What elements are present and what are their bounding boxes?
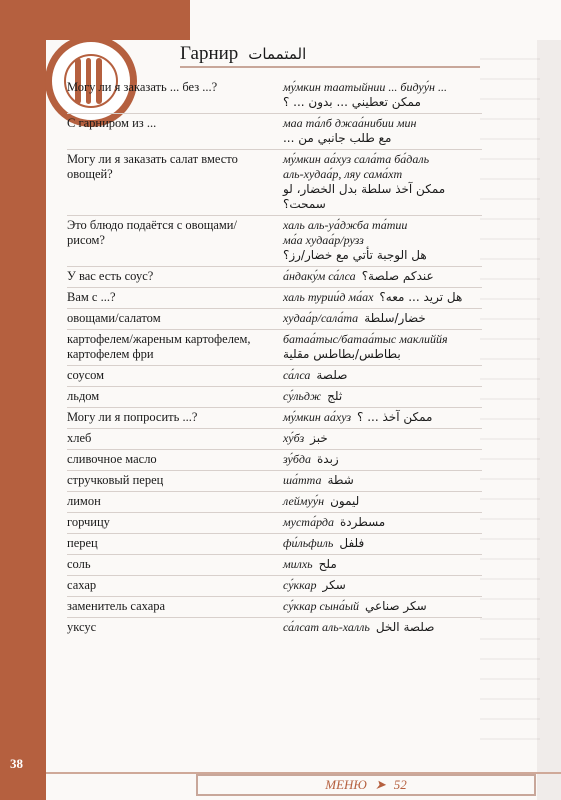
phrase-row bbox=[67, 576, 482, 597]
phrase-translation bbox=[283, 218, 482, 263]
top-margin-band bbox=[0, 0, 190, 40]
phrase-russian: Могу ли я заказать салат вместо овощей? bbox=[67, 152, 238, 181]
menu-cross-reference[interactable] bbox=[196, 774, 536, 796]
phrase-arabic: ملح bbox=[318, 557, 337, 571]
phrase-arabic: سكر bbox=[322, 578, 346, 592]
phrase-transliteration: су́льдж bbox=[282, 389, 322, 403]
phrase-transliteration-2: ма́а худаа́р/рузз bbox=[282, 233, 364, 247]
phrase-translation bbox=[283, 332, 482, 362]
phrase-translation bbox=[283, 311, 482, 326]
phrase-transliteration: муста́рда bbox=[282, 515, 334, 529]
phrase-translation bbox=[283, 290, 482, 305]
phrase-russian: сахар bbox=[67, 578, 97, 592]
phrase-arabic: خضار/سلطة bbox=[364, 311, 426, 325]
phrase-row bbox=[67, 387, 482, 408]
phrase-arabic: هل تريد ... معه؟ bbox=[379, 290, 463, 304]
phrase-russian: льдом bbox=[67, 389, 100, 403]
phrase-translation bbox=[283, 494, 482, 509]
phrase-transliteration: му́мкин аа́хуз bbox=[282, 410, 352, 424]
phrase-arabic: ممكن تعطيني ... بدون ... ؟ bbox=[282, 95, 421, 109]
phrase-row bbox=[67, 555, 482, 576]
phrase-russian: С гарниром из ... bbox=[67, 116, 157, 130]
title-underline bbox=[180, 66, 480, 68]
title-arabic: المتممات bbox=[248, 45, 307, 63]
phrase-row bbox=[67, 492, 482, 513]
phrase-arabic: ممكن آخذ ... ؟ bbox=[357, 410, 433, 424]
phrase-translation bbox=[283, 578, 482, 593]
phrase-transliteration: зу́бда bbox=[282, 452, 311, 466]
title-russian: Гарнир bbox=[180, 43, 239, 64]
phrase-translation bbox=[283, 152, 482, 212]
phrase-row bbox=[67, 471, 482, 492]
phrase-translation bbox=[283, 116, 482, 146]
phrase-transliteration: халь аль-уа́джба та́тии bbox=[282, 218, 408, 232]
phrase-row bbox=[67, 513, 482, 534]
phrase-arabic: مع طلب جانبي من ... bbox=[282, 131, 392, 145]
phrase-russian: Могу ли я попросить ...? bbox=[67, 410, 198, 424]
phrase-arabic: بطاطس/بطاطس مقلية bbox=[282, 347, 401, 361]
phrase-russian: У вас есть соус? bbox=[67, 269, 154, 283]
phrase-arabic: فلفل bbox=[339, 536, 365, 550]
phrase-arabic: صلصة bbox=[316, 368, 348, 382]
phrase-row bbox=[67, 450, 482, 471]
phrase-transliteration: ша́тта bbox=[282, 473, 322, 487]
phrase-row bbox=[67, 366, 482, 387]
show-through-text bbox=[480, 40, 540, 740]
phrase-russian: соль bbox=[67, 557, 91, 571]
phrase-translation bbox=[283, 368, 482, 383]
phrase-transliteration: маа та́лб джаа́нибии мин bbox=[282, 116, 417, 130]
phrase-arabic: ليمون bbox=[330, 494, 360, 508]
phrase-arabic: مسطردة bbox=[340, 515, 386, 529]
phrase-transliteration: су́ккар сына́ый bbox=[282, 599, 359, 613]
phrase-translation bbox=[283, 431, 482, 446]
phrase-transliteration: ху́бз bbox=[282, 431, 305, 445]
phrase-translation bbox=[283, 80, 482, 110]
phrase-row bbox=[67, 330, 482, 366]
phrase-russian: Это блюдо подаётся с овощами/рисом? bbox=[67, 218, 237, 247]
phrase-arabic: خبز bbox=[310, 431, 328, 445]
phrase-row bbox=[67, 597, 482, 618]
phrase-russian: овощами/салатом bbox=[67, 311, 161, 325]
menu-page-number: 52 bbox=[393, 777, 407, 792]
phrase-translation bbox=[283, 515, 482, 530]
phrase-russian: Вам с ...? bbox=[67, 290, 116, 304]
phrase-row bbox=[67, 78, 482, 114]
phrase-row bbox=[67, 408, 482, 429]
page-number: 38 bbox=[10, 756, 23, 771]
phrase-transliteration: леймуу́н bbox=[282, 494, 325, 508]
phrase-row bbox=[67, 618, 482, 638]
phrase-arabic: شطة bbox=[327, 473, 354, 487]
phrase-row bbox=[67, 534, 482, 555]
phrase-transliteration-2: аль-худаа́р, ляу сама́хт bbox=[282, 167, 403, 181]
phrase-russian: заменитель сахара bbox=[67, 599, 166, 613]
phrase-russian: уксус bbox=[67, 620, 97, 634]
phrase-russian: горчицу bbox=[67, 515, 110, 529]
phrase-transliteration: му́мкин таатыйнии ... бидуу́н ... bbox=[282, 80, 447, 94]
phrase-translation bbox=[283, 620, 482, 635]
page-title bbox=[180, 42, 480, 66]
phrase-translation bbox=[283, 389, 482, 404]
phrase-transliteration: батаа́тыс/батаа́тыс маклиййя bbox=[282, 332, 448, 346]
phrase-row bbox=[67, 288, 482, 309]
phrase-arabic: عندكم صلصة؟ bbox=[361, 269, 434, 283]
phrase-transliteration: худаа́р/сала́та bbox=[282, 311, 359, 325]
phrase-row bbox=[67, 267, 482, 288]
phrase-translation bbox=[283, 599, 482, 614]
phrase-row bbox=[67, 309, 482, 330]
phrase-translation bbox=[283, 410, 482, 425]
phrase-russian: Могу ли я заказать ... без ...? bbox=[67, 80, 218, 94]
phrase-russian: соусом bbox=[67, 368, 105, 382]
right-edge-strip bbox=[537, 40, 561, 800]
phrase-transliteration: су́ккар bbox=[282, 578, 317, 592]
phrase-arabic: هل الوجبة تأتي مع خضار/رز؟ bbox=[282, 248, 427, 262]
phrase-russian: картофелем/жареным картофелем, картофелем фри bbox=[67, 332, 251, 361]
phrase-arabic: زبدة bbox=[316, 452, 339, 466]
phrase-russian: перец bbox=[67, 536, 98, 550]
phrase-transliteration: фи́льфиль bbox=[282, 536, 334, 550]
phrase-russian: хлеб bbox=[67, 431, 92, 445]
phrase-arabic: سكر صناعي bbox=[364, 599, 427, 613]
phrase-row bbox=[67, 216, 482, 267]
phrase-transliteration: халь турии́д ма́ах bbox=[282, 290, 374, 304]
phrase-russian: сливочное масло bbox=[67, 452, 157, 466]
phrase-russian: лимон bbox=[67, 494, 101, 508]
phrase-arabic: ثلج bbox=[327, 389, 343, 403]
phrase-row bbox=[67, 150, 482, 216]
phrase-translation bbox=[283, 473, 482, 488]
phrase-transliteration: милхь bbox=[282, 557, 313, 571]
phrase-translation bbox=[283, 269, 482, 284]
left-margin-band bbox=[0, 0, 46, 800]
phrase-translation bbox=[283, 536, 482, 551]
phrase-arabic: صلصة الخل bbox=[375, 620, 435, 634]
phrase-row bbox=[67, 114, 482, 150]
phrase-transliteration: са́лсат аль-халль bbox=[282, 620, 370, 634]
phrase-russian: стручковый перец bbox=[67, 473, 164, 487]
phrase-translation bbox=[283, 557, 482, 572]
phrase-translation bbox=[283, 452, 482, 467]
arrow-right-icon: ➤ bbox=[374, 777, 386, 792]
phrase-arabic: ممكن آخذ سلطة بدل الخضار، لو سمحت؟ bbox=[282, 182, 446, 211]
phrase-row bbox=[67, 429, 482, 450]
menu-label: МЕНЮ bbox=[325, 777, 367, 792]
phrase-list bbox=[67, 78, 482, 638]
phrase-transliteration: са́лса bbox=[282, 368, 311, 382]
phrase-transliteration: а́ндаку́м са́лса bbox=[282, 269, 356, 283]
phrase-transliteration: му́мкин аа́хуз сала́та ба́даль bbox=[282, 152, 430, 166]
